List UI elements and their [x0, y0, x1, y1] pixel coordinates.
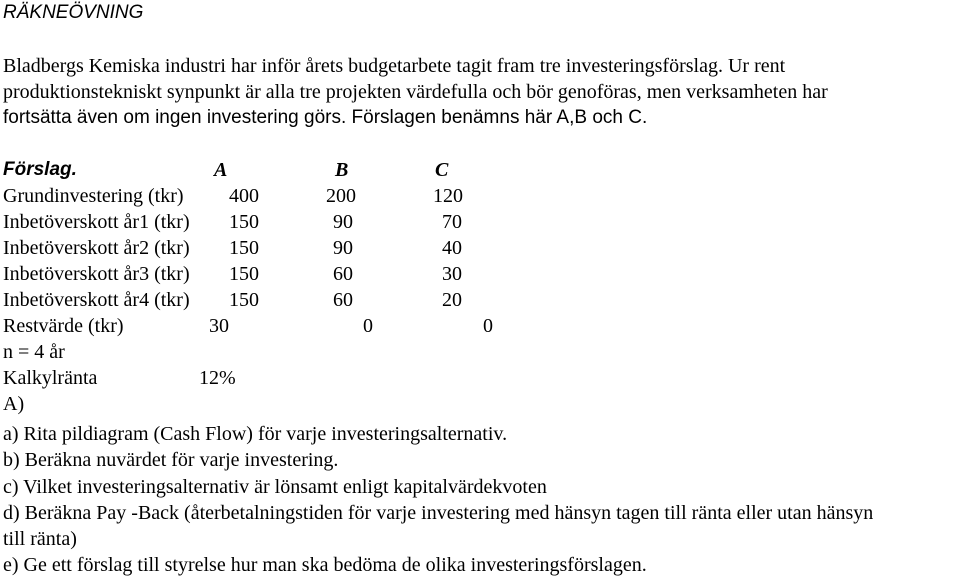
table-cell-b: 90 [333, 211, 353, 233]
task-c: c) Vilket investeringsalternativ är lönsamt enligt kapitalvärdekvoten [3, 476, 547, 498]
task-b: b) Beräkna nuvärdet för varje investering. [3, 449, 339, 471]
table-cell-b: 60 [333, 263, 353, 285]
table-row-label: Inbetöverskott år4 (tkr) [3, 289, 190, 311]
intro-line-2: produktionstekniskt synpunkt är alla tre projekten värdefulla och bör genoföras, men verksamheten har [3, 81, 828, 103]
period-count: n = 4 år [3, 341, 65, 363]
task-d: d) Beräkna Pay -Back (återbetalningstiden för varje investering med hänsyn tagen till ränta eller utan hänsyn [3, 502, 874, 524]
restvarde-b: 0 [363, 315, 373, 337]
table-cell-c: 30 [442, 263, 462, 285]
table-cell-c: 70 [442, 211, 462, 233]
table-cell-a: 150 [229, 237, 259, 259]
section-label: A) [3, 393, 25, 415]
table-cell-b: 60 [333, 289, 353, 311]
table-cell-c: 20 [442, 289, 462, 311]
task-a: a) Rita pildiagram (Cash Flow) för varje investeringsalternativ. [3, 423, 508, 445]
table-cell-c: 40 [442, 237, 462, 259]
table-header-label: Förslag. [3, 159, 77, 180]
table-cell-c: 120 [433, 185, 463, 207]
table-cell-a: 150 [229, 211, 259, 233]
column-header-a: A [214, 159, 228, 181]
table-cell-a: 150 [229, 289, 259, 311]
table-row-label: Grundinvestering (tkr) [3, 185, 184, 207]
table-row-label: Inbetöverskott år2 (tkr) [3, 237, 190, 259]
task-e: e) Ge ett förslag till styrelse hur man ska bedöma de olika investeringsförslagen. [3, 554, 647, 576]
task-d-continued: till ränta) [3, 528, 77, 550]
table-cell-b: 200 [326, 185, 356, 207]
page-title: RÄKNEÖVNING [3, 2, 144, 23]
restvarde-c: 0 [483, 315, 493, 337]
table-row-label: Inbetöverskott år1 (tkr) [3, 211, 190, 233]
kalkylranta-label: Kalkylränta [3, 367, 98, 389]
intro-line-3: fortsätta även om ingen investering görs. Förslagen benämns här A,B och C. [3, 107, 648, 128]
intro-line-1: Bladbergs Kemiska industri har inför årets budgetarbete tagit fram tre investeringsförslag. Ur rent [3, 55, 786, 77]
column-header-c: C [435, 159, 449, 181]
restvarde-label: Restvärde (tkr) [3, 315, 124, 337]
table-cell-b: 90 [333, 237, 353, 259]
table-row-label: Inbetöverskott år3 (tkr) [3, 263, 190, 285]
table-cell-a: 150 [229, 263, 259, 285]
kalkylranta-value: 12% [199, 367, 236, 389]
column-header-b: B [335, 159, 349, 181]
table-cell-a: 400 [229, 185, 259, 207]
restvarde-a: 30 [209, 315, 229, 337]
